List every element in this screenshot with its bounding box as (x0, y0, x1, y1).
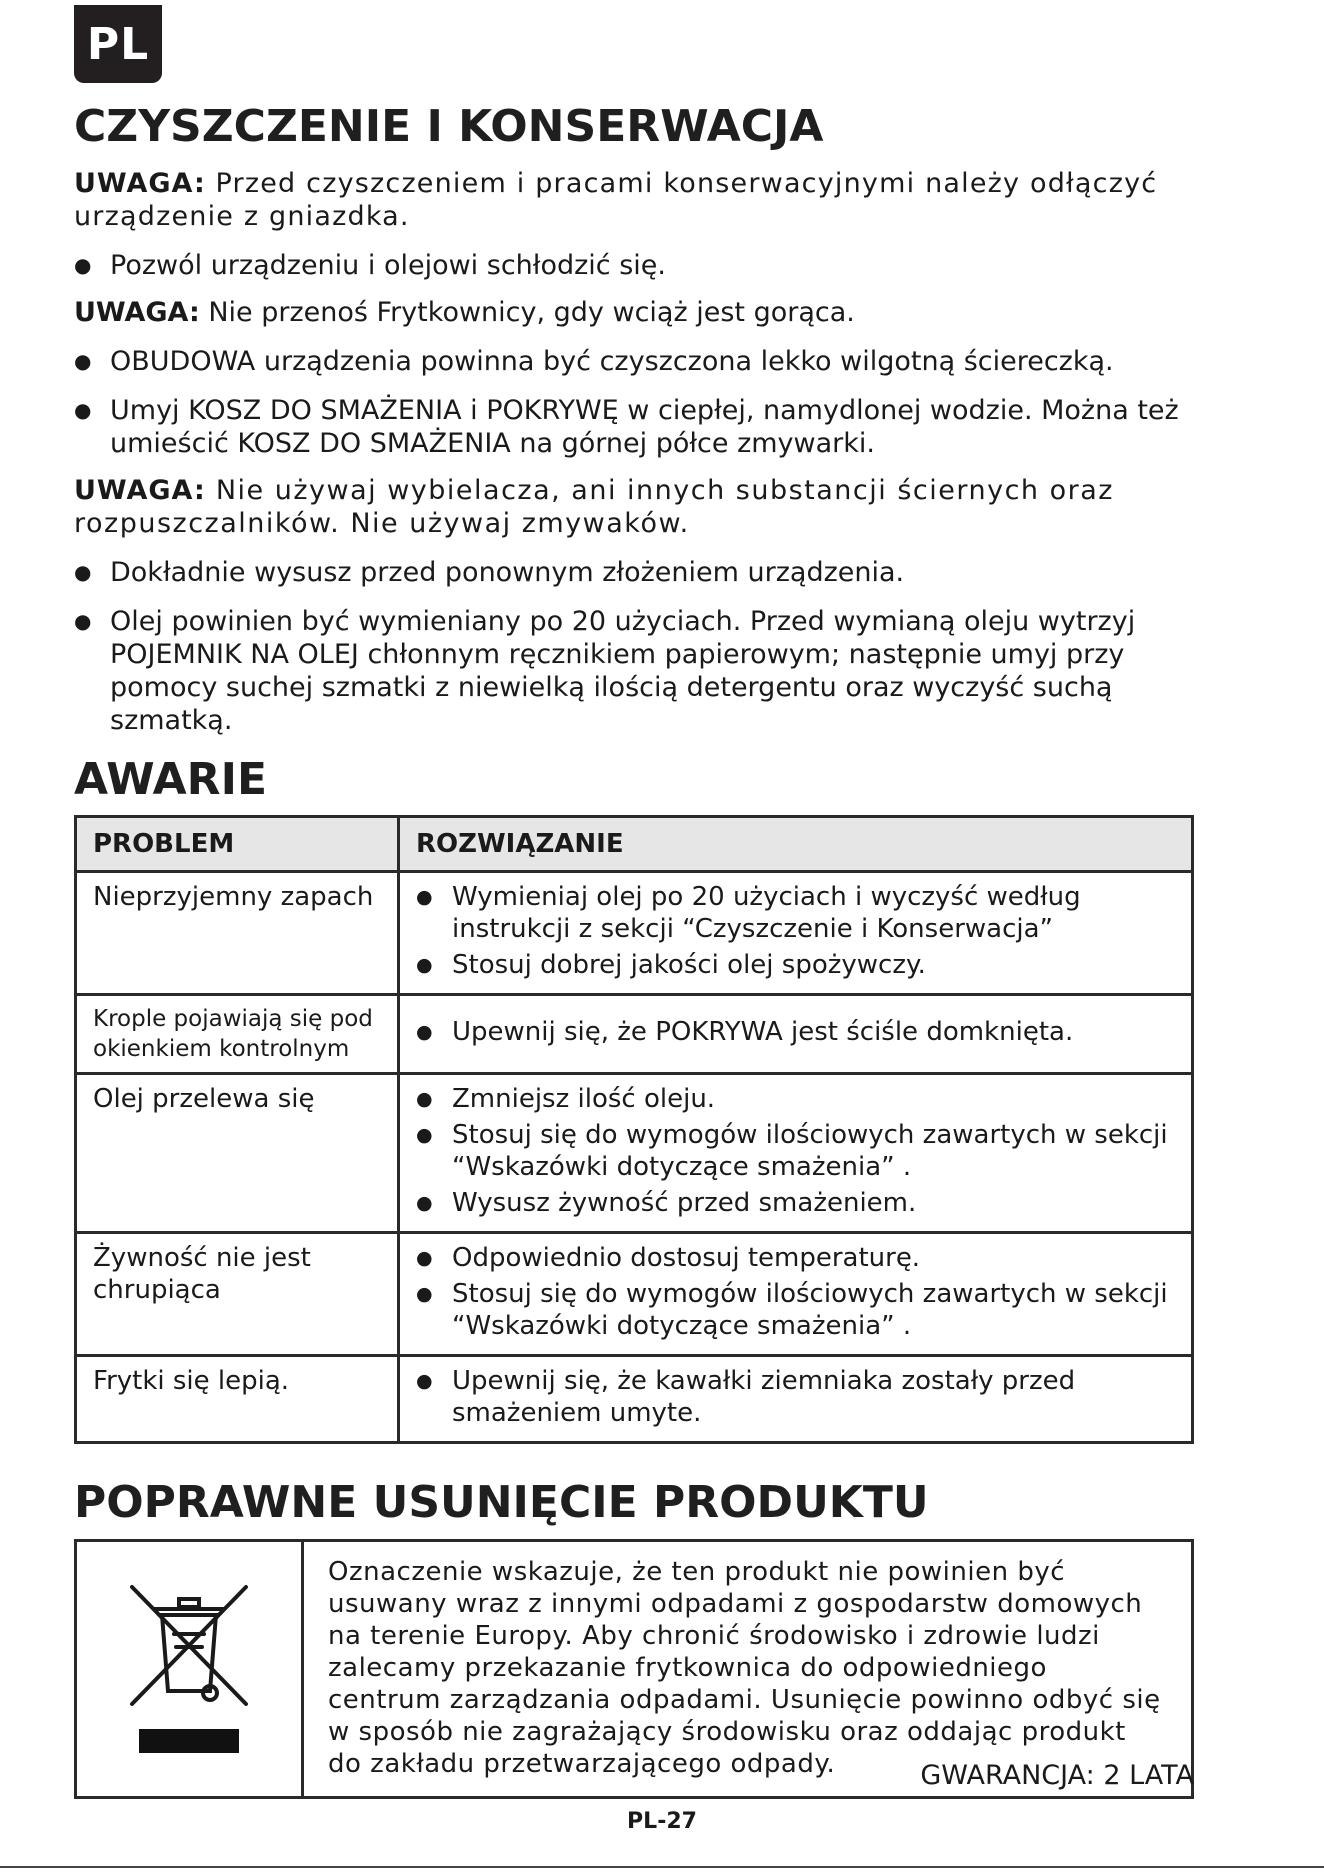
cleaning-note-2 (74, 296, 1194, 329)
disposal-text: Oznaczenie wskazuje, że ten produkt nie powinien być usuwany wraz z innymi odpadami z gospodarstw domowych na terenie Europy. Aby chronić środowisko i zdrowie ludzi zalecamy przekazanie frytkownica do odpowiedniego centrum zarządzania odpadami. Usunięcie powinno odbyć się w sposób nie zagrażający środowisku oraz oddając produkt do zakładu przetwarzającego odpady. (328, 1556, 1161, 1779)
solution-list (416, 1365, 1175, 1429)
solution-list (416, 1083, 1175, 1219)
note-text: Nie przenoś Frytkownicy, gdy wciąż jest gorąca. (208, 296, 855, 328)
problem-cell: Krople pojawiają się pod okienkiem kontrolnym (76, 995, 399, 1074)
solution-cell (399, 1356, 1193, 1443)
crossed-out-wheelie-bin-icon (124, 1579, 254, 1759)
table-row (76, 1233, 1193, 1356)
solution-cell (399, 1233, 1193, 1356)
solution-cell (399, 995, 1193, 1074)
table-row (76, 1074, 1193, 1233)
disposal-icon-cell (77, 1542, 304, 1796)
solution-item: ● Upewnij się, że kawałki ziemniaka zostały przed smażeniem umyte. (416, 1365, 1175, 1429)
cleaning-bullet-2: ● OBUDOWA urządzenia powinna być czyszczona lekko wilgotną ściereczką. (74, 345, 1194, 378)
table-row (76, 1356, 1193, 1443)
cleaning-bullet-4: ● Dokładnie wysusz przed ponownym złożeniem urządzenia. (74, 556, 1194, 589)
faults-table (74, 815, 1194, 1444)
table-row (76, 872, 1193, 995)
faults-title: AWARIE (74, 753, 267, 805)
note-label: UWAGA: (74, 167, 206, 199)
solution-list (416, 1016, 1175, 1048)
solution-item: ● Stosuj się do wymogów ilościowych zawartych w sekcji “Wskazówki dotyczące smażenia” . (416, 1119, 1175, 1183)
language-badge: PL (74, 5, 162, 83)
solution-item: ● Upewnij się, że POKRYWA jest ściśle domknięta. (416, 1016, 1175, 1048)
column-header-solution: ROZWIĄZANIE (399, 817, 1193, 872)
column-header-problem: PROBLEM (76, 817, 399, 872)
warranty-label: GWARANCJA: 2 LATA (920, 1760, 1194, 1791)
page-content (74, 100, 1194, 1799)
cleaning-bullet-1: ● Pozwól urządzeniu i olejowi schłodzić się. (74, 249, 1194, 282)
problem-cell: Frytki się lepią. (76, 1356, 399, 1443)
solution-item: ● Wymieniaj olej po 20 użyciach i wyczyść według instrukcji z sekcji “Czyszczenie i Konserwacja” (416, 881, 1175, 945)
cleaning-bullet-3: ● Umyj KOSZ DO SMAŻENIA i POKRYWĘ w ciepłej, namydlonej wodzie. Można też umieścić KOSZ DO SMAŻENIA na górnej półce zmywarki. (74, 394, 1194, 460)
problem-cell: Olej przelewa się (76, 1074, 399, 1233)
note-text: Nie używaj wybielacza, ani innych substancji ściernych oraz rozpuszczalników. Nie używaj zmywaków. (74, 474, 1114, 539)
solution-item: ● Odpowiednio dostosuj temperaturę. (416, 1242, 1175, 1274)
solution-item: ● Stosuj dobrej jakości olej spożywczy. (416, 949, 1175, 981)
note-text: Przed czyszczeniem i pracami konserwacyjnymi należy odłączyć urządzenie z gniazdka. (74, 167, 1158, 232)
page-number: PL-27 (627, 1809, 697, 1834)
cleaning-bullet-5: ● Olej powinien być wymieniany po 20 użyciach. Przed wymianą oleju wytrzyj POJEMNIK NA OLEJ chłonnym ręcznikiem papierowym; następnie umyj przy pomocy suchej szmatki z niewielką ilością detergentu oraz wyczyść suchą szmatką. (74, 605, 1194, 737)
solution-list (416, 881, 1175, 981)
cleaning-note-3 (74, 474, 1194, 540)
problem-cell: Nieprzyjemny zapach (76, 872, 399, 995)
cleaning-title: CZYSZCZENIE I KONSERWACJA (74, 101, 824, 152)
solution-item: ● Zmniejsz ilość oleju. (416, 1083, 1175, 1115)
cleaning-note-1 (74, 167, 1194, 233)
disposal-title: POPRAWNE USUNIĘCIE PRODUKTU (74, 1477, 929, 1529)
solution-item: ● Wysusz żywność przed smażeniem. (416, 1187, 1175, 1219)
solution-cell (399, 1074, 1193, 1233)
solution-cell (399, 872, 1193, 995)
note-label: UWAGA: (74, 296, 200, 328)
note-label: UWAGA: (74, 474, 206, 506)
problem-cell: Żywność nie jest chrupiąca (76, 1233, 399, 1356)
solution-item: ● Stosuj się do wymogów ilościowych zawartych w sekcji “Wskazówki dotyczące smażenia” . (416, 1278, 1175, 1342)
footer-divider (0, 1866, 1324, 1868)
table-row (76, 995, 1193, 1074)
table-header-row (76, 817, 1193, 872)
solution-list (416, 1242, 1175, 1342)
